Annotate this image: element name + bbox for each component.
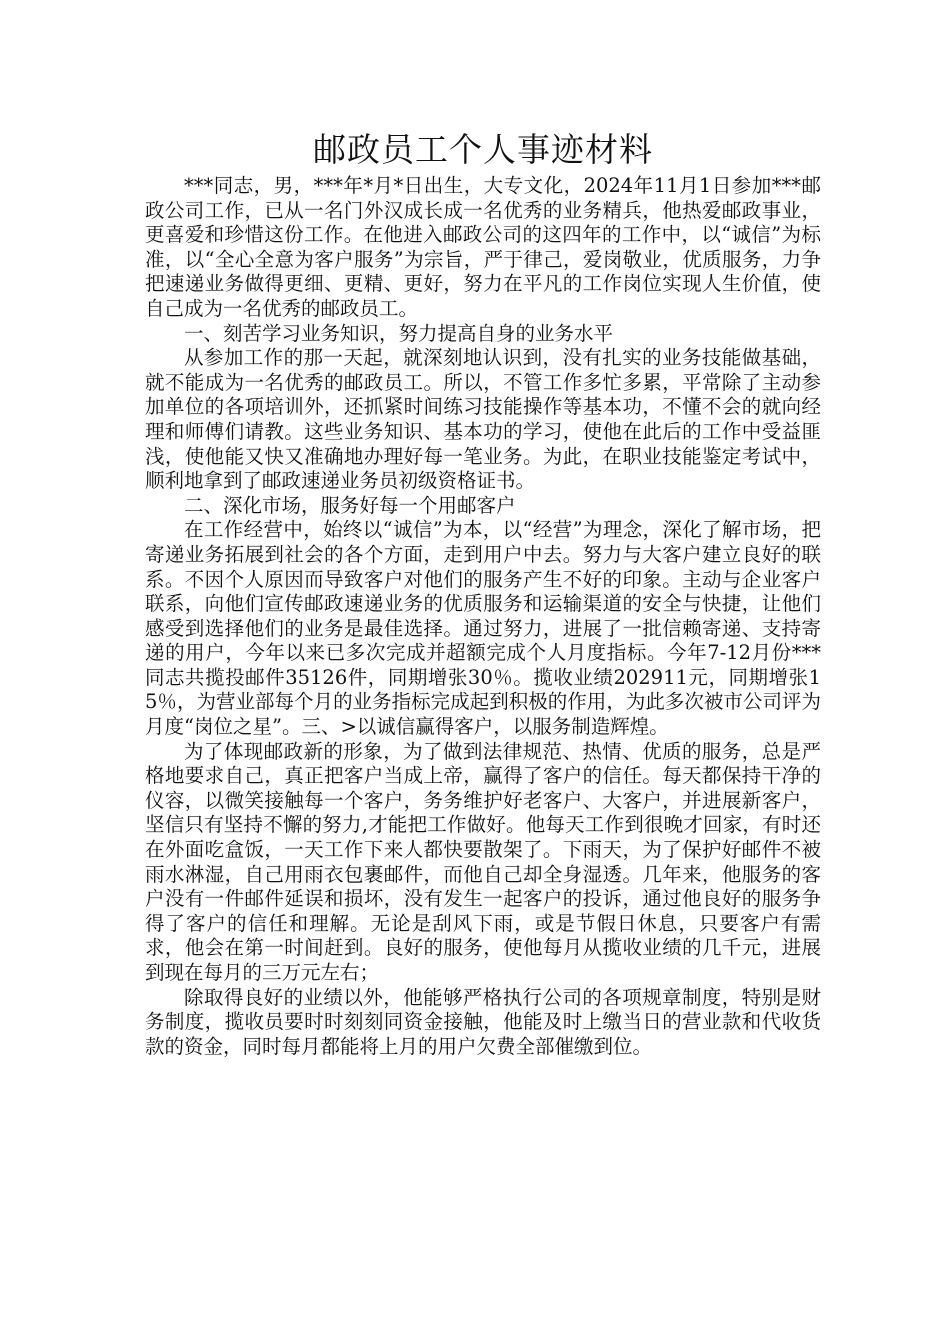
paragraph-section-3: 为了体现邮政新的形象，为了做到法律规范、热情、优质的服务，总是严格地要求自己，真正把客户当成上帝，赢得了客户的信任。每天都保持干净的仪容，以微笑接触每一个客户，务务维护好老客户、大客户，并进展新客户，坚信只有坚持不懈的努力,才能把工作做好。他每天工作到很晚才回家，有时还在外面吃盒饭，一天工作下来人都快要散架了。下雨天，为了保护好邮件不被雨水淋湿，自己用雨衣包裹邮件，而他自己却全身湿透。几年来，他服务的客户没有一件邮件延误和损坏，没有发生一起客户的投诉，通过他良好的服务争得了客户的信任和理解。无论是刮风下雨，或是节假日休息，只要客户有需求，他会在第一时间赶到。良好的服务，使他每月从揽收业绩的几千元，进展到现在每月的三万元左右； (145, 739, 821, 984)
document-page (145, 126, 821, 1059)
section-heading-1: 一、刻苦学习业务知识，努力提高自身的业务水平 (184, 321, 614, 345)
document-title: 邮政员工个人事迹材料 (313, 130, 653, 169)
paragraph-closing: 除取得良好的业绩以外，他能够严格执行公司的各项规章制度，特别是财务制度，揽收员要时时刻刻同资金接触，他能及时上缴当日的营业款和代收货款的资金，同时每月都能将上月的用户欠费全部催缴到位。 (145, 985, 821, 1058)
paragraph-intro: ***同志，男，***年*月*日出生，大专文化，2024年11月1日参加***邮政公司工作，已从一名门外汉成长成一名优秀的业务精兵，他热爱邮政事业，更喜爱和珍惜这份工作。在他进入邮政公司的这四年的工作中，以“诚信”为标准，以“全心全意为客户服务”为宗旨，严于律己，爱岗敬业，优质服务，力争把速递业务做得更细、更精、更好，努力在平凡的工作岗位实现人生价值，使自己成为一名优秀的邮政员工。 (145, 174, 821, 320)
document-body (145, 174, 821, 1059)
section-heading-2: 二、深化市场，服务好每一个用邮客户 (184, 493, 516, 517)
paragraph-section-2: 在工作经营中，始终以“诚信”为本，以“经营”为理念，深化了解市场，把寄递业务拓展到社会的各个方面，走到用户中去。努力与大客户建立良好的联系。不因个人原因而导致客户对他们的服务产生不好的印象。主动与企业客户联系，向他们宣传邮政速递业务的优质服务和运输渠道的安全与快捷，让他们感受到选择他们的业务是最佳选择。通过努力，进展了一批信赖寄递、支持寄递的用户，今年以来已多次完成并超额完成个人月度指标。今年7-12月份***同志共揽投邮件35126件，同期增张30％。揽收业绩202911元，同期增张15％，为营业部每个月的业务指标完成起到积极的作用，为此多次被市公司评为月度“岗位之星”。三、>以诚信赢得客户，以服务制造辉煌。 (145, 518, 821, 739)
paragraph-section-1: 从参加工作的那一天起，就深刻地认识到，没有扎实的业务技能做基础，就不能成为一名优秀的邮政员工。所以，不管工作多忙多累，平常除了主动参加单位的各项培训外，还抓紧时间练习技能操作等基本功，不懂不会的就向经理和师傅们请教。这些业务知识、基本功的学习，使他在此后的工作中受益匪浅，使他能又快又准确地办理好每一笔业务。为此，在职业技能鉴定考试中，顺利地拿到了邮政速递业务员初级资格证书。 (145, 346, 821, 493)
